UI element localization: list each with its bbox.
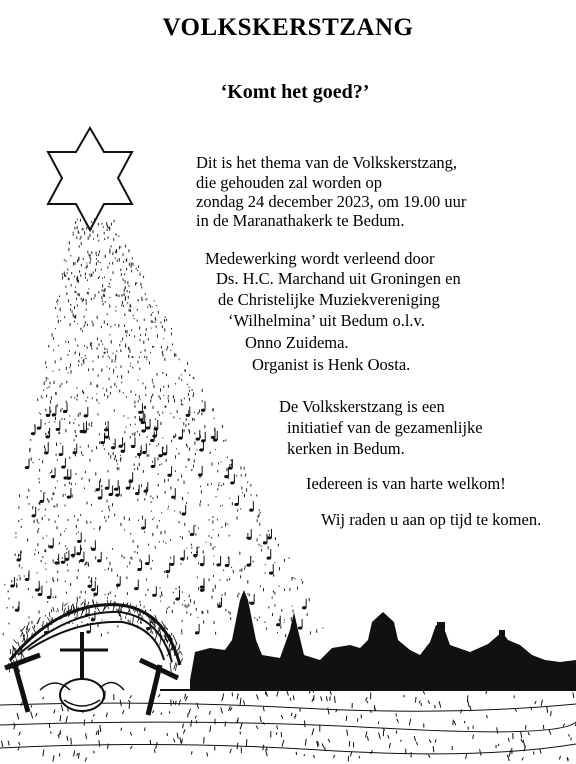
- music-note-icon: [163, 445, 167, 456]
- music-note-icon: [111, 439, 115, 450]
- music-note-icon: [198, 466, 202, 477]
- music-note-icon: [95, 481, 99, 492]
- music-note-icon: [97, 552, 101, 563]
- music-note-icon: [201, 401, 205, 412]
- music-note-icon: [82, 423, 86, 434]
- music-note-icon: [31, 507, 35, 518]
- intro-line-3: zondag 24 december 2023, om 19.00 uur: [196, 192, 467, 211]
- music-note-icon: [195, 624, 199, 635]
- music-note-icon: [158, 447, 162, 458]
- credits-line-3: de Christelijke Muziekvereniging: [218, 290, 440, 309]
- music-note-icon: [47, 588, 51, 599]
- music-note-icon: [165, 563, 169, 574]
- music-note-icon: [250, 594, 254, 605]
- music-note-icon: [145, 555, 149, 566]
- music-note-icon: [137, 560, 141, 571]
- music-note-icon: [131, 437, 135, 448]
- music-note-icon: [144, 482, 148, 493]
- music-note-icon: [186, 406, 190, 417]
- music-note-icon: [54, 554, 58, 565]
- intro-line-2: die gehouden zal worden op: [196, 173, 383, 192]
- music-note-icon: [154, 420, 158, 431]
- music-note-icon: [116, 576, 120, 587]
- music-note-icon: [216, 556, 220, 567]
- music-note-icon: [200, 578, 204, 589]
- intro-line-1: Dit is het thema van de Volkskerstzang,: [196, 153, 458, 172]
- music-note-icon: [178, 429, 182, 440]
- music-note-icon: [104, 421, 108, 432]
- music-note-icon: [87, 577, 91, 588]
- music-note-icon: [167, 466, 171, 477]
- music-note-icon: [134, 580, 138, 591]
- music-note-icon: [100, 434, 104, 445]
- music-note-icon: [151, 457, 155, 468]
- music-note-icon: [196, 430, 200, 441]
- music-note-icon: [67, 488, 71, 499]
- music-note-icon: [246, 556, 250, 567]
- welcome-line: Iedereen is van harte welkom!: [306, 474, 506, 493]
- music-note-icon: [10, 577, 14, 588]
- credits-line-5: Onno Zuidema.: [245, 333, 349, 352]
- music-note-icon: [138, 403, 142, 414]
- music-note-icon: [91, 611, 95, 622]
- music-note-icon: [190, 526, 194, 537]
- music-note-icon: [175, 590, 179, 601]
- credits-line-2: Ds. H.C. Marchand uit Groningen en: [216, 269, 461, 288]
- music-note-icon: [142, 444, 146, 455]
- music-note-icon: [126, 479, 130, 490]
- music-note-icon: [25, 459, 29, 470]
- advice-line: Wij raden u aan op tijd te komen.: [321, 510, 542, 529]
- music-note-icon: [56, 420, 60, 431]
- music-note-icon: [63, 402, 67, 413]
- town-skyline: [190, 590, 576, 690]
- credits-line-6: Organist is Henk Oosta.: [252, 355, 411, 374]
- music-note-icon: [84, 407, 88, 418]
- music-note-icon: [61, 553, 65, 564]
- music-note-icon: [211, 429, 215, 440]
- music-note-icon: [52, 406, 56, 417]
- music-note-icon: [61, 458, 65, 469]
- music-note-icon: [49, 538, 53, 549]
- music-note-icon: [146, 419, 150, 430]
- music-note-icon: [234, 495, 238, 506]
- music-note-icon: [269, 564, 273, 575]
- music-note-icon: [201, 432, 205, 443]
- music-note-icon: [181, 505, 185, 516]
- initiative-line-3: kerken in Bedum.: [287, 439, 405, 458]
- music-note-icon: [40, 492, 44, 503]
- credits-line-4: ‘Wilhelmina’ uit Bedum o.l.v.: [228, 311, 425, 330]
- music-note-icon: [37, 419, 41, 430]
- document-subtitle: ‘Komt het goed?’: [220, 81, 370, 103]
- credits-line-1: Medewerking wordt verleend door: [205, 249, 435, 268]
- music-note-icon: [46, 406, 50, 417]
- star-icon: [48, 128, 132, 230]
- music-note-icon: [51, 468, 55, 479]
- music-note-icon: [76, 545, 80, 556]
- music-note-icon: [230, 474, 234, 485]
- music-note-icon: [141, 519, 145, 530]
- music-note-icon: [249, 501, 253, 512]
- music-note-icon: [137, 445, 141, 456]
- music-note-icon: [152, 586, 156, 597]
- music-note-icon: [59, 446, 63, 457]
- music-note-icon: [199, 441, 203, 452]
- music-note-icon: [200, 556, 204, 567]
- music-note-icon: [128, 472, 132, 483]
- music-note-icon: [35, 581, 39, 592]
- music-note-icon: [263, 534, 267, 545]
- music-note-icon: [91, 540, 95, 551]
- document-title: VOLKSKERSTZANG: [162, 14, 414, 41]
- music-note-icon: [63, 469, 67, 480]
- music-note-icon: [225, 556, 229, 567]
- music-note-icon: [298, 619, 302, 630]
- intro-line-4: in de Maranathakerk te Bedum.: [196, 211, 405, 230]
- music-note-icon: [180, 550, 184, 561]
- music-note-icon: [77, 532, 81, 543]
- music-note-icon: [105, 479, 109, 490]
- music-note-icon: [267, 549, 271, 560]
- music-note-icon: [302, 599, 306, 610]
- initiative-line-1: De Volkskerstzang is een: [279, 397, 445, 416]
- music-note-icon: [71, 546, 75, 557]
- music-note-icon: [276, 616, 280, 627]
- music-note-icon: [31, 425, 35, 436]
- initiative-line-2: initiatief van de gezamenlijke: [287, 418, 483, 437]
- music-note-icon: [114, 480, 118, 491]
- music-note-icon: [118, 437, 122, 448]
